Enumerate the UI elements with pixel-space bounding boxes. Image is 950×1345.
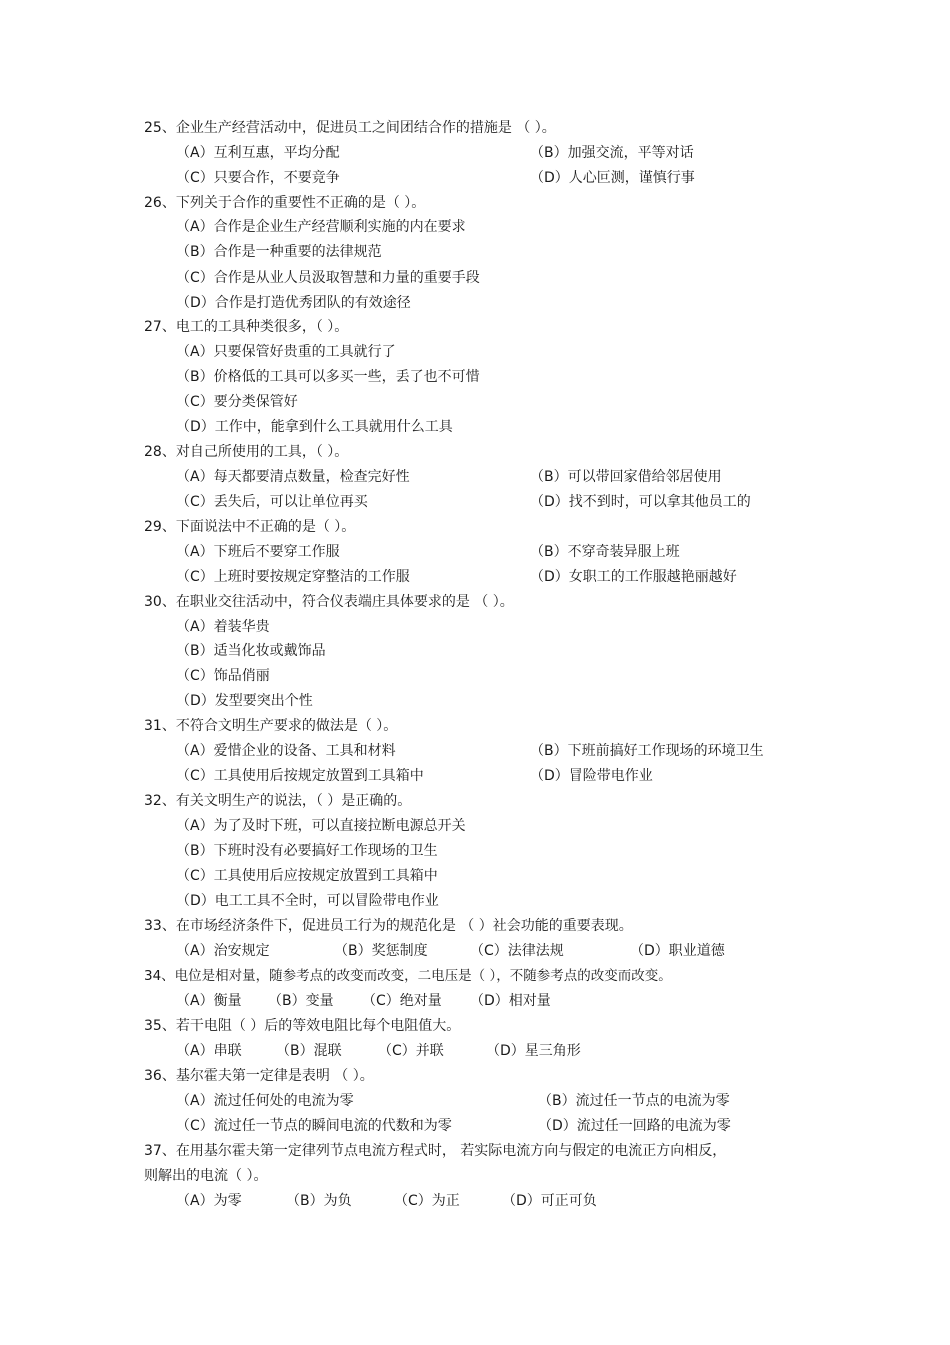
question-33-stem: 33、在市场经济条件下，促进员工行为的规范化是 （ ）社会功能的重要表现。 [144, 918, 633, 934]
question-27-option-c: （C）要分类保管好 [176, 394, 298, 410]
question-29-stem: 29、下面说法中不正确的是（ ）。 [144, 519, 356, 535]
question-36-stem: 36、基尔霍夫第一定律是表明 （ ）。 [144, 1068, 374, 1084]
question-32-option-d: （D）电工工具不全时，可以冒险带电作业 [176, 893, 439, 909]
question-31-option-c: （C）工具使用后按规定放置到工具箱中 [176, 768, 424, 784]
question-26-stem: 26、下列关于合作的重要性不正确的是（ ）。 [144, 195, 426, 211]
question-25-option-c: （C）只要合作，不要竞争 [176, 170, 340, 186]
question-30-stem: 30、在职业交往活动中，符合仪表端庄具体要求的是 （ ）。 [144, 594, 514, 610]
question-35-option-a: （A）串联 [176, 1043, 242, 1059]
question-33-option-b: （B）奖惩制度 [334, 943, 428, 959]
question-26-option-a: （A）合作是企业生产经营顺利实施的内在要求 [176, 219, 466, 235]
question-36-option-d: （D）流过任一回路的电流为零 [538, 1118, 731, 1134]
question-35-option-c: （C）并联 [378, 1043, 444, 1059]
question-35-option-d: （D）星三角形 [486, 1043, 581, 1059]
question-37-option-a: （A）为零 [176, 1193, 242, 1209]
question-34-option-c: （C）绝对量 [362, 993, 442, 1009]
question-33-option-a: （A）治安规定 [176, 943, 270, 959]
question-31-stem: 31、不符合文明生产要求的做法是（ ）。 [144, 718, 398, 734]
question-25-stem: 25、企业生产经营活动中，促进员工之间团结合作的措施是 （ ）。 [144, 120, 556, 136]
question-36-option-b: （B）流过任一节点的电流为零 [538, 1093, 730, 1109]
question-29-option-b: （B）不穿奇装异服上班 [530, 544, 680, 560]
question-25-option-d: （D）人心叵测，谨慎行事 [530, 170, 695, 186]
question-29-option-c: （C）上班时要按规定穿整洁的工作服 [176, 569, 410, 585]
question-31-option-d: （D）冒险带电作业 [530, 768, 653, 784]
question-31-option-b: （B）下班前搞好工作现场的环境卫生 [530, 743, 764, 759]
question-31-option-a: （A）爱惜企业的设备、工具和材料 [176, 743, 396, 759]
question-25-option-b: （B）加强交流，平等对话 [530, 145, 694, 161]
question-33-option-c: （C）法律法规 [470, 943, 564, 959]
question-35-option-b: （B）混联 [276, 1043, 342, 1059]
question-28-stem: 28、对自己所使用的工具，（ ）。 [144, 444, 349, 460]
question-27-stem: 27、电工的工具种类很多，（ ）。 [144, 319, 349, 335]
question-28-option-c: （C）丢失后，可以让单位再买 [176, 494, 368, 510]
question-28-option-b: （B）可以带回家借给邻居使用 [530, 469, 722, 485]
question-34-option-b: （B）变量 [268, 993, 334, 1009]
question-34-stem: 34、电位是相对量，随参考点的改变而改变，二电压是（ ），不随参考点的改变而改变。 [144, 968, 672, 984]
question-26-option-d: （D）合作是打造优秀团队的有效途径 [176, 295, 411, 311]
question-37-option-d: （D）可正可负 [502, 1193, 597, 1209]
question-29-option-d: （D）女职工的工作服越艳丽越好 [530, 569, 737, 585]
question-35-stem: 35、若干电阻（ ）后的等效电阻比每个电阻值大。 [144, 1018, 461, 1034]
question-26-option-b: （B）合作是一种重要的法律规范 [176, 244, 382, 260]
question-27-option-a: （A）只要保管好贵重的工具就行了 [176, 344, 396, 360]
question-30-option-a: （A）着装华贵 [176, 619, 270, 635]
question-30-option-d: （D）发型要突出个性 [176, 693, 313, 709]
question-32-stem: 32、有关文明生产的说法，（ ）是正确的。 [144, 793, 412, 809]
question-30-option-b: （B）适当化妆或戴饰品 [176, 643, 326, 659]
question-32-option-a: （A）为了及时下班，可以直接拉断电源总开关 [176, 818, 466, 834]
question-29-option-a: （A）下班后不要穿工作服 [176, 544, 340, 560]
question-37-option-b: （B）为负 [286, 1193, 352, 1209]
question-32-option-b: （B）下班时没有必要搞好工作现场的卫生 [176, 843, 438, 859]
question-26-option-c: （C）合作是从业人员汲取智慧和力量的重要手段 [176, 270, 480, 286]
question-36-option-a: （A）流过任何处的电流为零 [176, 1093, 354, 1109]
question-37-stem: 37、在用基尔霍夫第一定律列节点电流方程式时， 若实际电流方向与假定的电流正方向相反， [144, 1143, 727, 1159]
question-33-option-d: （D）职业道德 [630, 943, 725, 959]
question-28-option-a: （A）每天都要清点数量，检查完好性 [176, 469, 410, 485]
question-36-option-c: （C）流过任一节点的瞬间电流的代数和为零 [176, 1118, 452, 1134]
question-34-option-a: （A）衡量 [176, 993, 242, 1009]
question-37-option-c: （C）为正 [394, 1193, 460, 1209]
question-28-option-d: （D）找不到时，可以拿其他员工的 [530, 494, 751, 510]
question-32-option-c: （C）工具使用后应按规定放置到工具箱中 [176, 868, 438, 884]
question-30-option-c: （C）饰品俏丽 [176, 668, 270, 684]
question-34-option-d: （D）相对量 [470, 993, 551, 1009]
question-37-stem-continued: 则解出的电流（ ）。 [144, 1168, 268, 1184]
question-27-option-d: （D）工作中，能拿到什么工具就用什么工具 [176, 419, 453, 435]
question-25-option-a: （A）互利互惠，平均分配 [176, 145, 340, 161]
question-27-option-b: （B）价格低的工具可以多买一些，丢了也不可惜 [176, 369, 480, 385]
